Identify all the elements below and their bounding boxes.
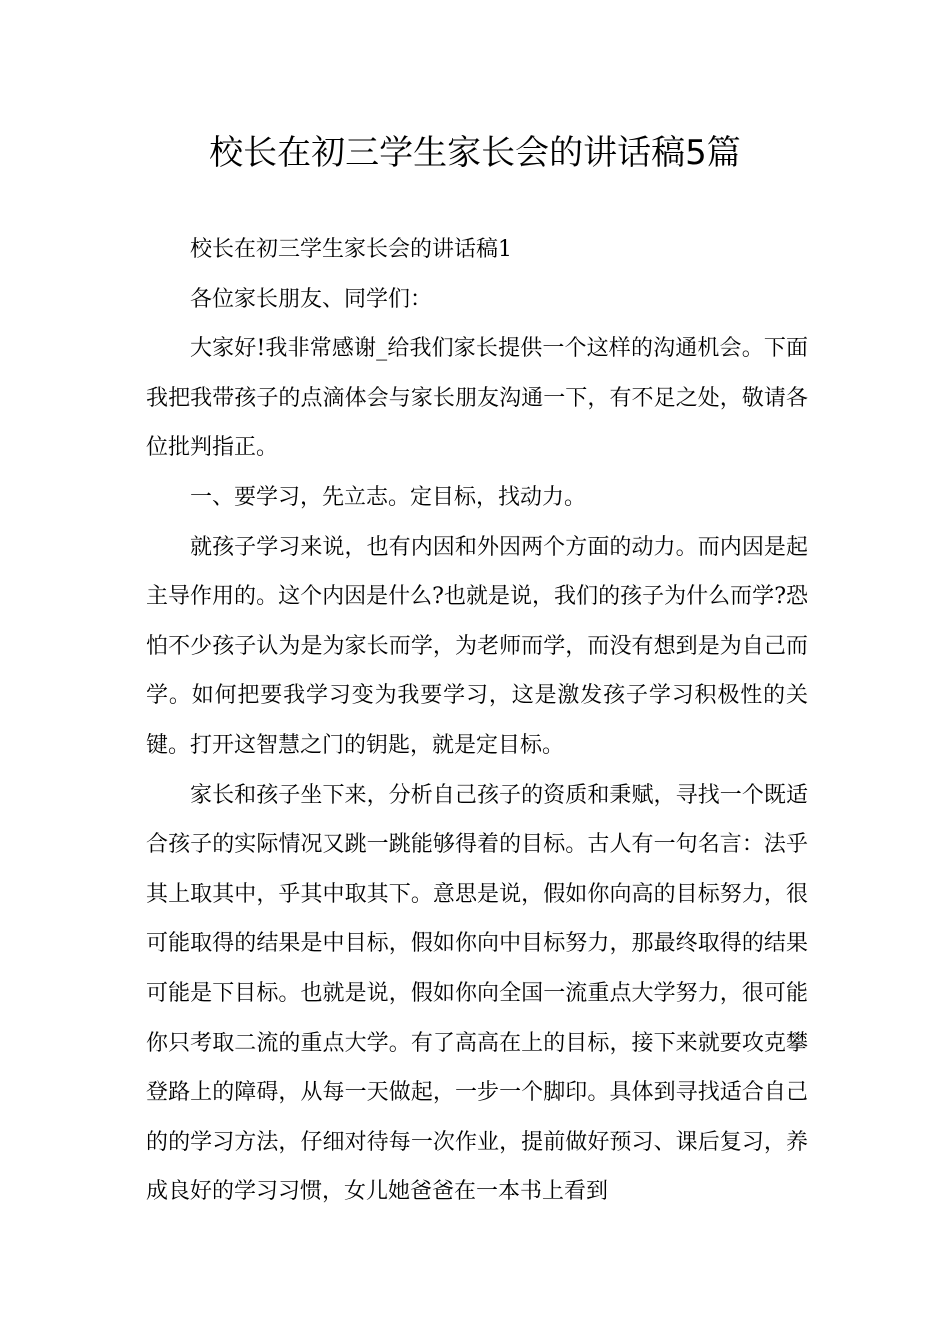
paragraph-intro: 大家好!我非常感谢_给我们家长提供一个这样的沟通机会。下面我把我带孩子的点滴体会与家长朋友沟通一下，有不足之处，敬请各位批判指正。: [146, 336, 808, 461]
document-title: 校长在初三学生家长会的讲话稿5篇: [209, 133, 741, 173]
paragraph-motivation: 就孩子学习来说，也有内因和外因两个方面的动力。而内因是起主导作用的。这个内因是什么?也就是说，我们的孩子为什么而学?恐怕不少孩子认为是为家长而学，为老师而学，而没有想到是为自己而学。如何把要我学习变为我要学习，这是激发孩子学习积极性的关键。打开这智慧之门的钥匙，就是定目标。: [146, 534, 808, 758]
paragraph-heading-1: 一、要学习，先立志。定目标，找动力。: [190, 484, 587, 510]
paragraph-greeting: 各位家长朋友、同学们：: [190, 286, 433, 312]
document-body: [146, 225, 808, 1217]
paragraph-goals: 家长和孩子坐下来，分析自己孩子的资质和秉赋，寻找一个既适合孩子的实际情况又跳一跳能够得着的目标。古人有一句名言：法乎其上取其中，乎其中取其下。意思是说，假如你向高的目标努力，很可能取得的结果是中目标，假如你向中目标努力，那最终取得的结果可能是下目标。也就是说，假如你向全国一流重点大学努力，很可能你只考取二流的重点大学。有了高高在上的目标，接下来就要攻克攀登路上的障碍，从每一天做起，一步一个脚印。具体到寻找适合自己的的学习方法，仔细对待每一次作业，提前做好预习、课后复习，养成良好的学习习惯，女儿她爸爸在一本书上看到: [146, 782, 808, 1205]
paragraph-subtitle: 校长在初三学生家长会的讲话稿1: [190, 237, 512, 262]
